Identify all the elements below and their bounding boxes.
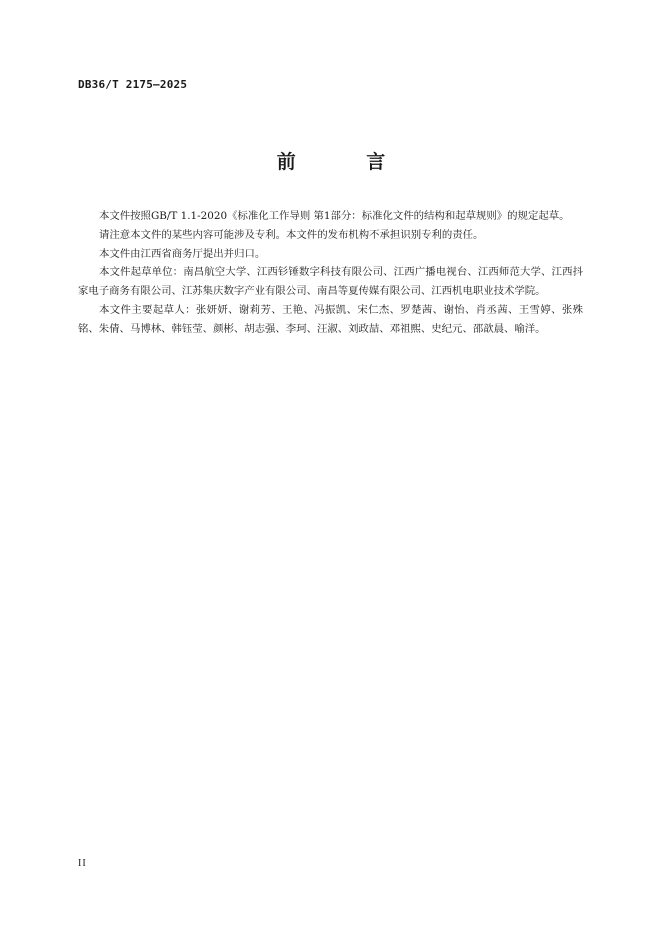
preface-paragraph: 本文件按照GB/T 1.1-2020《标准化工作导则 第1部分：标准化文件的结构和起草规则》的规定起草。 xyxy=(99,210,570,222)
preface-paragraph: 本文件主要起草人：张妍妍、谢莉芳、王艳、冯振凯、宋仁杰、罗楚茜、谢怡、肖丞茜、王雪婷、张殊铭、朱倩、马博林、韩钰莹、颜彬、胡志强、李珂、汪淑、刘政喆、邓祖熙、史纪元、邵歆晨、喻洋。 xyxy=(78,303,583,335)
document-code: DB36/T 2175—2025 xyxy=(78,78,188,91)
preface-body xyxy=(78,207,583,339)
preface-paragraph: 请注意本文件的某些内容可能涉及专利。本文件的发布机构不承担识别专利的责任。 xyxy=(99,228,484,241)
page-title: 前 言 xyxy=(276,151,418,173)
preface-paragraph: 本文件起草单位：南昌航空大学、江西钐锤数字科技有限公司、江西广播电视台、江西师范大学、江西抖家电子商务有限公司、江苏集庆数字产业有限公司、南昌等夏传媒有限公司、江西机电职业技术学院。 xyxy=(78,266,583,298)
preface-paragraph: 本文件由江西省商务厅提出并归口。 xyxy=(99,247,266,260)
page-number: II xyxy=(78,858,87,869)
